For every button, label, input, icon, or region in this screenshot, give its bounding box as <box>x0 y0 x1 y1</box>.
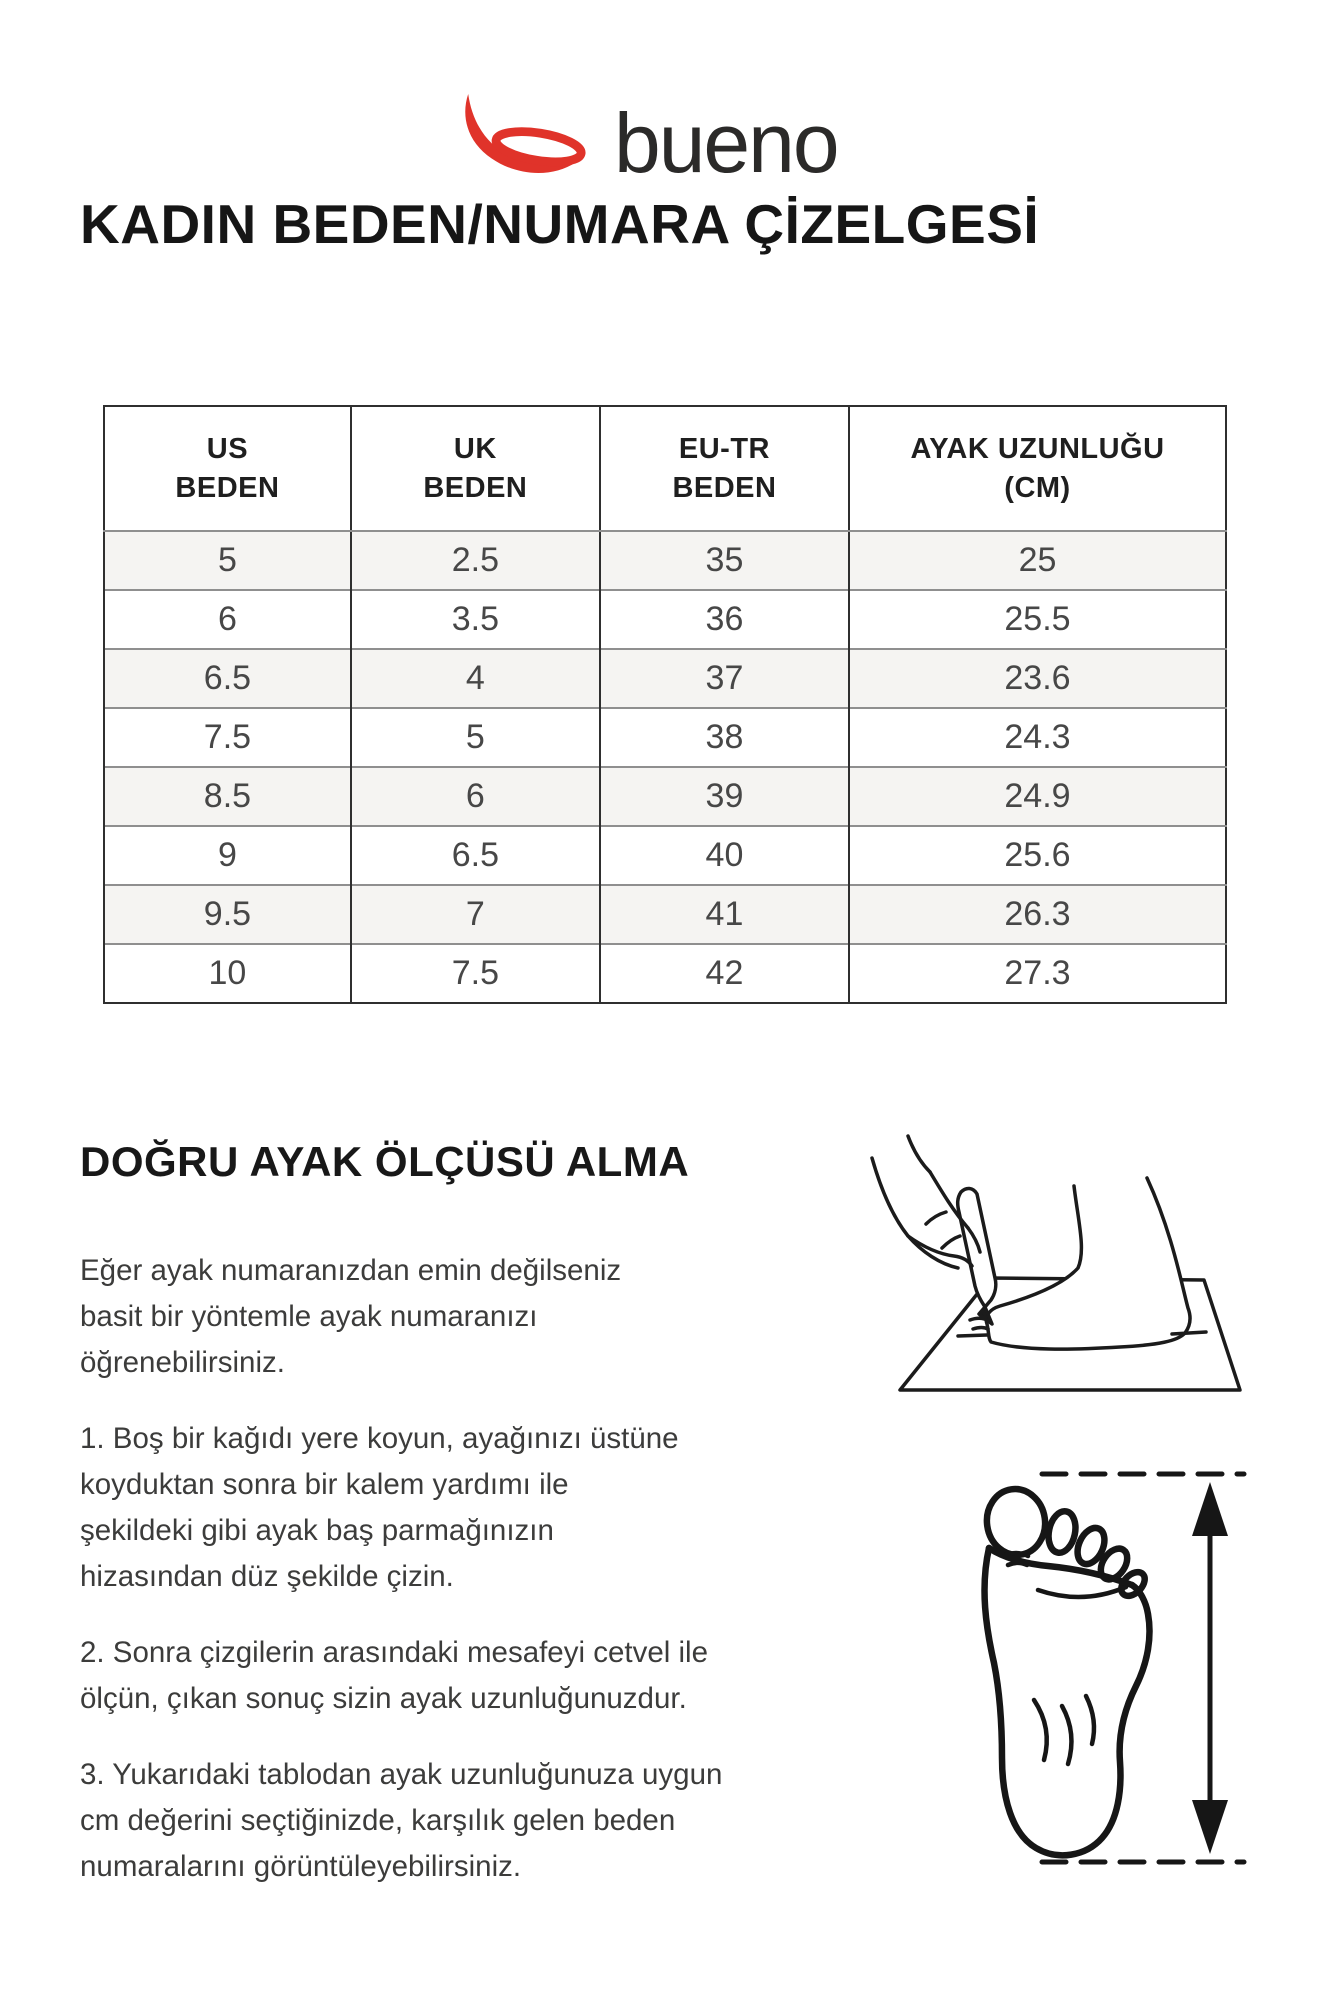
table-cell: 24.9 <box>849 767 1226 826</box>
column-header-eu-tr: EU-TR BEDEN <box>600 406 849 531</box>
table-cell: 9.5 <box>104 885 351 944</box>
table-cell: 25.6 <box>849 826 1226 885</box>
table-row <box>104 590 1226 649</box>
foot-tracing-illustration <box>842 1128 1262 1413</box>
column-header-uk: UK BEDEN <box>351 406 600 531</box>
table-cell: 6 <box>104 590 351 649</box>
guide-step-2: 2. Sonra çizgilerin arasındaki mesafeyi cetvel ile ölçün, çıkan sonuç sizin ayak uzunluğunuzdur. <box>80 1636 708 1715</box>
table-cell: 38 <box>600 708 849 767</box>
table-cell: 7 <box>351 885 600 944</box>
brand-name: bueno <box>614 96 838 190</box>
table-cell: 42 <box>600 944 849 1003</box>
table-cell: 41 <box>600 885 849 944</box>
table-header-row <box>104 406 1226 531</box>
table-cell: 35 <box>600 531 849 590</box>
table-row <box>104 649 1226 708</box>
table-cell: 23.6 <box>849 649 1226 708</box>
size-table-body <box>104 531 1226 1003</box>
table-row <box>104 531 1226 590</box>
table-cell: 7.5 <box>104 708 351 767</box>
table-cell: 7.5 <box>351 944 600 1003</box>
table-cell: 36 <box>600 590 849 649</box>
table-cell: 2.5 <box>351 531 600 590</box>
table-cell: 37 <box>600 649 849 708</box>
column-header-foot-length: AYAK UZUNLUĞU (CM) <box>849 406 1226 531</box>
table-cell: 6.5 <box>104 649 351 708</box>
table-cell: 39 <box>600 767 849 826</box>
page-title: KADIN BEDEN/NUMARA ÇİZELGESİ <box>80 193 1040 255</box>
size-table <box>103 405 1227 1004</box>
table-cell: 8.5 <box>104 767 351 826</box>
measuring-guide-section <box>80 1138 840 1890</box>
table-row <box>104 826 1226 885</box>
table-row <box>104 885 1226 944</box>
column-header-us: US BEDEN <box>104 406 351 531</box>
guide-step-1: 1. Boş bir kağıdı yere koyun, ayağınızı üstüne koyduktan sonra bir kalem yardımı ile şekildeki gibi ayak baş parmağınızın hizasından düz şekilde çizin. <box>80 1422 679 1593</box>
table-cell: 10 <box>104 944 351 1003</box>
foot-length-measure-illustration <box>942 1438 1262 1938</box>
table-cell: 24.3 <box>849 708 1226 767</box>
table-cell: 27.3 <box>849 944 1226 1003</box>
table-cell: 25 <box>849 531 1226 590</box>
table-row <box>104 944 1226 1003</box>
size-table-header <box>104 406 1226 531</box>
table-cell: 4 <box>351 649 600 708</box>
guide-step-3: 3. Yukarıdaki tablodan ayak uzunluğunuza uygun cm değerini seçtiğinizde, karşılık gelen beden numaralarını görüntüleyebilirsiniz. <box>80 1758 723 1883</box>
table-cell: 6 <box>351 767 600 826</box>
table-cell: 5 <box>351 708 600 767</box>
table-cell: 9 <box>104 826 351 885</box>
table-row <box>104 708 1226 767</box>
table-cell: 5 <box>104 531 351 590</box>
brand-logo <box>452 92 838 190</box>
table-cell: 6.5 <box>351 826 600 885</box>
bueno-swoosh-icon <box>452 92 590 180</box>
table-row <box>104 767 1226 826</box>
guide-intro-paragraph: Eğer ayak numaranızdan emin değilseniz basit bir yöntemle ayak numaranızı öğrenebilirsiniz. <box>80 1254 622 1379</box>
table-cell: 3.5 <box>351 590 600 649</box>
guide-heading: DOĞRU AYAK ÖLÇÜSÜ ALMA <box>80 1138 690 1185</box>
table-cell: 40 <box>600 826 849 885</box>
table-cell: 26.3 <box>849 885 1226 944</box>
table-cell: 25.5 <box>849 590 1226 649</box>
